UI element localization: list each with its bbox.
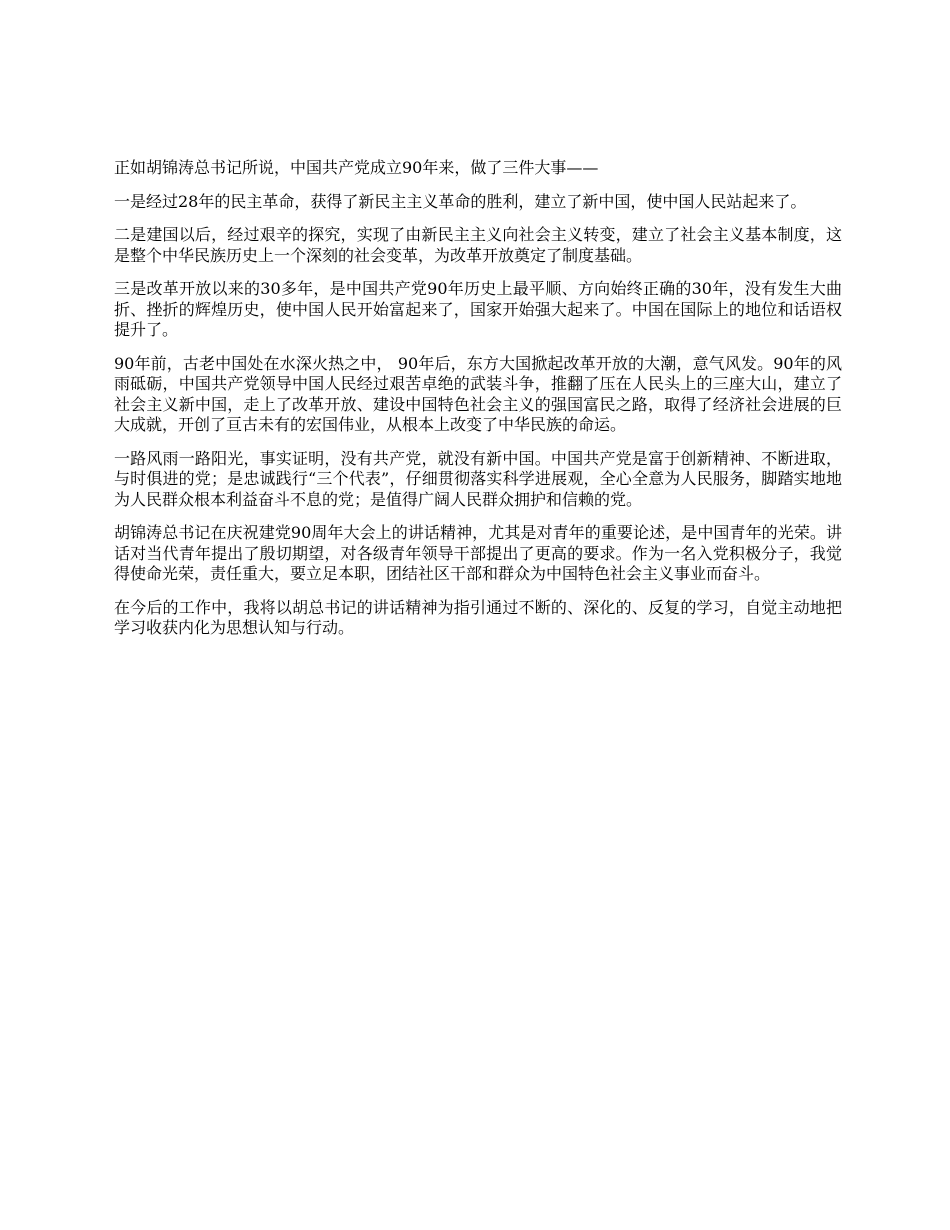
document-body (114, 158, 842, 652)
paragraph-first-event: 一是经过28年的民主革命，获得了新民主主义革命的胜利，建立了新中国，使中国人民站起来了。 (114, 191, 807, 211)
paragraph-third-event: 三是改革开放以来的30多年，是中国共产党90年历史上最平顺、方向始终正确的30年，没有发生大曲折、挫折的辉煌历史，使中国人民开始富起来了，国家开始强大起来了。中国在国际上的地位和话语权提升了。 (114, 279, 842, 339)
paragraph-ninety-years: 90年前，古老中国处在水深火热之中， 90年后，东方大国掀起改革开放的大潮，意气风发。90年的风雨砥砺，中国共产党领导中国人民经过艰苦卓绝的武装斗争，推翻了压在人民头上的三座大山，建立了社会主义新中国，走上了改革开放、建设中国特色社会主义的强国富民之路，取得了经济社会进展的巨大成就，开创了亘古未有的宏国伟业，从根本上改变了中华民族的命运。 (114, 353, 842, 434)
paragraph-conclusion: 在今后的工作中，我将以胡总书记的讲话精神为指引通过不断的、深化的、反复的学习，自觉主动地把学习收获内化为思想认知与行动。 (114, 597, 842, 637)
paragraph-second-event: 二是建国以后，经过艰辛的探究，实现了由新民主主义向社会主义转变，建立了社会主义基本制度，这是整个中华民族历史上一个深刻的社会变革，为改革开放奠定了制度基础。 (114, 225, 842, 265)
paragraph-party-praise: 一路风雨一路阳光，事实证明，没有共产党，就没有新中国。中国共产党是富于创新精神、不断进取，与时俱进的党；是忠诚践行“三个代表”，仔细贯彻落实科学进展观，全心全意为人民服务，脚踏实地地为人民群众根本利益奋斗不息的党；是值得广阔人民群众拥护和信赖的党。 (114, 448, 842, 509)
paragraph-intro: 正如胡锦涛总书记所说，中国共产党成立90年来，做了三件大事—— (114, 158, 599, 177)
paragraph-speech-spirit: 胡锦涛总书记在庆祝建党90周年大会上的讲话精神，尤其是对青年的重要论述，是中国青年的光荣。讲话对当代青年提出了殷切期望，对各级青年领导干部提出了更高的要求。作为一名入党积极分子，我觉得使命光荣，责任重大，要立足本职，团结社区干部和群众为中国特色社会主义事业而奋斗。 (114, 523, 842, 583)
